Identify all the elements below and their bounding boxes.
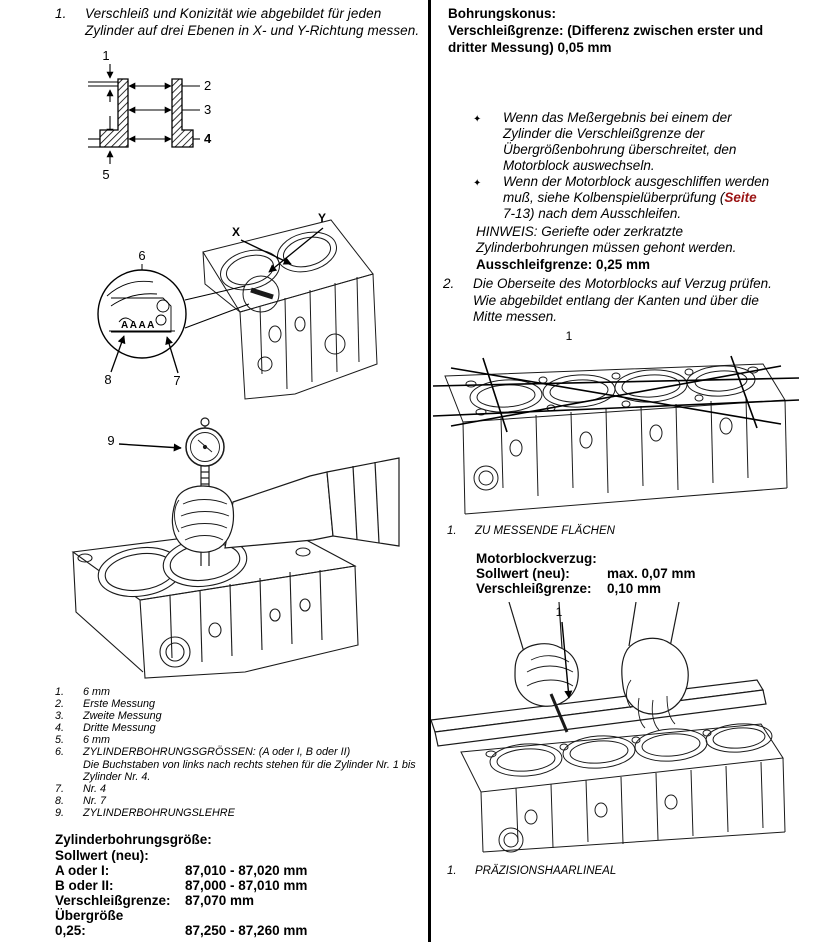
- step-1-line: Verschleiß und Konizität wie abgebildet für jeden: [85, 6, 382, 21]
- figure-cylinder-measure-planes: [40, 48, 220, 196]
- legend-item: [55, 795, 423, 807]
- legend-item: [55, 807, 423, 819]
- bullet-line: Zylinder die Verschleißgrenze der: [503, 126, 705, 141]
- legend-number: 8.: [55, 794, 65, 807]
- spec-row: [55, 863, 415, 878]
- legend-item: [55, 722, 423, 734]
- spec-label: Sollwert (neu):: [55, 848, 149, 863]
- bullet-list: [473, 110, 803, 222]
- figure-straightedge-caption: [447, 864, 616, 878]
- callout-1: 1: [102, 48, 110, 63]
- spec-value: 0,10 mm: [607, 581, 662, 596]
- bullet-line: 7-13) nach dem Ausschleifen.: [503, 206, 682, 221]
- spec-label: Sollwert (neu):: [476, 566, 570, 581]
- callout-4: 4: [204, 131, 212, 146]
- grind-limit-text: Ausschleifgrenze: 0,25 mm: [476, 257, 651, 272]
- legend-number: 2.: [55, 698, 65, 711]
- bullet-line: Motorblock auswechseln.: [503, 158, 655, 173]
- legend-number: 5.: [55, 734, 65, 747]
- legend-text: 6 mm: [83, 686, 110, 698]
- legend-number: 3.: [55, 710, 65, 723]
- legend-number: 4.: [55, 722, 65, 735]
- step-2-line: Mitte messen.: [473, 309, 558, 324]
- legend-item: [55, 783, 423, 795]
- legend-line: Die Buchstaben von links nach rechts stehen für die Zylinder Nr. 1 bis: [83, 758, 416, 771]
- spec-title: Zylinderbohrungsgröße:: [55, 832, 212, 847]
- caption-text: ZU MESSENDE FLÄCHEN: [475, 525, 615, 537]
- legend-text: Zweite Messung: [83, 710, 162, 723]
- step-1-number: 1.: [55, 6, 67, 21]
- bore-size-spec: [55, 832, 415, 938]
- legend-number: 9.: [55, 806, 65, 819]
- spec-title: Motorblockverzug:: [476, 551, 597, 566]
- caption-text: PRÄZISIONSHAARLINEAL: [475, 865, 617, 877]
- step-1-line: Zylinder auf drei Ebenen in X- und Y-Richtung messen.: [85, 22, 420, 38]
- step-1-item: [55, 6, 425, 39]
- note-text: [476, 224, 806, 256]
- step-2-number: 2.: [443, 276, 455, 291]
- callout-2: 2: [204, 78, 212, 93]
- legend-number: 7.: [55, 782, 65, 795]
- spec-label: Verschleißgrenze:: [476, 581, 592, 596]
- page-reference-link[interactable]: Seite: [724, 190, 757, 205]
- legend-text: Nr. 4: [83, 782, 106, 795]
- diamond-bullet-icon: ✦: [473, 114, 482, 125]
- legend-line: Zylinder Nr. 4.: [83, 770, 151, 783]
- cylinder-wall-right: [172, 79, 193, 147]
- spec-row: [55, 893, 415, 908]
- spec-value: 87,000 - 87,010 mm: [185, 878, 308, 893]
- figure-straightedge: [431, 602, 809, 858]
- callout-7: 7: [173, 373, 181, 388]
- note-line: HINWEIS: Geriefte oder zerkratzte: [476, 224, 684, 239]
- bore-letters-stamp: AAAA: [121, 320, 156, 331]
- legend-line: ZYLINDERBOHRUNGSGRÖSSEN: (A oder I, B oder II): [83, 746, 351, 759]
- legend-text: Dritte Messung: [83, 722, 156, 735]
- spec-line: Verschleißgrenze: (Differenz zwischen erster und: [448, 23, 764, 38]
- legend-item: [55, 698, 423, 710]
- spec-value: 87,070 mm: [185, 893, 255, 908]
- cylinder-wall-left: [100, 79, 128, 147]
- diamond-bullet-icon: ✦: [473, 178, 482, 189]
- spec-value: 87,010 - 87,020 mm: [185, 863, 308, 878]
- callout-8: 8: [104, 372, 112, 387]
- engine-block-drawing: [203, 220, 377, 399]
- bullet-item: [473, 110, 803, 174]
- spec-title: Bohrungskonus:: [448, 6, 556, 21]
- bullet-text: [503, 110, 736, 174]
- bullet-line-text: muß, siehe Kolbenspielüberprüfung (: [503, 190, 725, 205]
- bullet-item: [473, 174, 803, 222]
- caption-number: 1.: [447, 865, 457, 877]
- step-2-line: Die Oberseite des Motorblocks auf Verzug prüfen.: [473, 276, 772, 291]
- callout-1: 1: [565, 329, 573, 343]
- spec-value: 87,250 - 87,260 mm: [185, 923, 308, 938]
- callout-1: 1: [555, 605, 563, 619]
- spec-label: 0,25:: [55, 923, 86, 938]
- bullet-line: Wenn der Motorblock ausgeschliffen werden: [503, 174, 770, 189]
- step-2-line: Wie abgebildet entlang der Kanten und über die: [473, 292, 759, 308]
- spec-line: dritter Messung) 0,05 mm: [448, 40, 612, 55]
- callout-3: 3: [204, 102, 212, 117]
- callout-9: 9: [107, 433, 115, 448]
- bullet-line: Wenn das Meßergebnis bei einem der: [503, 110, 732, 125]
- spec-row: [55, 878, 415, 893]
- figure-legend: [55, 686, 423, 819]
- cylinder-section-drawing: [88, 48, 212, 182]
- detail-circle: [98, 248, 249, 388]
- bullet-text: [503, 174, 769, 222]
- legend-item: [55, 734, 423, 746]
- spec-row: [55, 908, 415, 923]
- spec-row: [476, 581, 806, 596]
- legend-text: [83, 746, 416, 782]
- legend-number: 6.: [55, 746, 65, 759]
- legend-text: 6 mm: [83, 734, 110, 747]
- bullet-line: [503, 190, 769, 206]
- figure-deck-warp-check: [431, 328, 809, 524]
- engine-block-drawing: [445, 364, 787, 514]
- legend-text: ZYLINDERBOHRUNGSLEHRE: [83, 806, 235, 819]
- legend-item: [55, 710, 423, 722]
- step-2-item: [443, 276, 813, 326]
- spec-row: [55, 923, 415, 938]
- callout-5: 5: [102, 167, 110, 182]
- figure-bore-gauge: [55, 400, 400, 690]
- spec-row: [476, 566, 806, 581]
- caption-number: 1.: [447, 525, 457, 537]
- bullet-line: Übergrößenbohrung überschreitet, den: [503, 142, 737, 157]
- block-warp-spec: [476, 551, 806, 596]
- legend-item: [55, 686, 423, 698]
- right-column: [431, 0, 818, 942]
- spec-label: A oder I:: [55, 863, 110, 878]
- note-line: Zylinderbohrungen müssen gehont werden.: [476, 240, 737, 255]
- callout-6: 6: [138, 248, 146, 263]
- spec-label: B oder II:: [55, 878, 114, 893]
- figure-block-bore-letters: [35, 194, 425, 404]
- legend-number: 1.: [55, 686, 65, 698]
- spec-label: Übergröße: [55, 908, 124, 923]
- step-1-text: [85, 6, 419, 39]
- spec-value: max. 0,07 mm: [607, 566, 696, 581]
- figure-deck-caption: [447, 524, 615, 538]
- spec-row: [55, 848, 415, 863]
- legend-item: [55, 746, 423, 782]
- step-2-text: [473, 276, 772, 326]
- engine-block-drawing: [461, 722, 785, 852]
- legend-text: Erste Messung: [83, 698, 156, 711]
- legend-text: Nr. 7: [83, 794, 106, 807]
- callout-9-group: [107, 433, 181, 448]
- bore-taper-spec: [448, 5, 808, 56]
- axis-label-y: Y: [318, 211, 327, 225]
- spec-label: Verschleißgrenze:: [55, 893, 171, 908]
- axis-label-x: X: [232, 225, 241, 239]
